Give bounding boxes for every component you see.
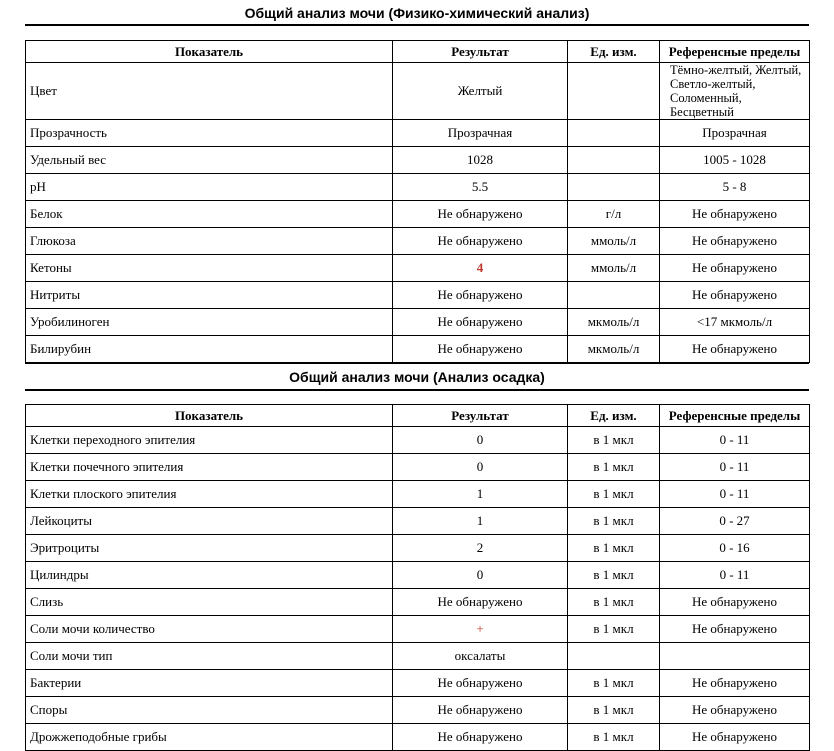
row-name: Соли мочи тип	[26, 643, 393, 670]
row-name: Лейкоциты	[26, 508, 393, 535]
row-unit: в 1 мкл	[568, 724, 660, 751]
row-reference: Тёмно-желтый, Желтый, Светло-желтый, Соломенный, Бесцветный	[660, 63, 810, 120]
row-name: Клетки почечного эпителия	[26, 454, 393, 481]
row-result: 0	[393, 427, 568, 454]
row-name: Споры	[26, 697, 393, 724]
row-unit: в 1 мкл	[568, 427, 660, 454]
table-row	[26, 670, 810, 697]
row-unit	[568, 643, 660, 670]
header-unit: Ед. изм.	[568, 405, 660, 427]
table-row	[26, 201, 810, 228]
row-name: Нитриты	[26, 282, 393, 309]
row-reference: Не обнаружено	[660, 670, 810, 697]
row-name: Цилиндры	[26, 562, 393, 589]
row-name: Клетки переходного эпителия	[26, 427, 393, 454]
row-name: Белок	[26, 201, 393, 228]
row-result: 5.5	[393, 174, 568, 201]
table-row	[26, 336, 810, 363]
row-name: Билирубин	[26, 336, 393, 363]
row-unit	[568, 282, 660, 309]
row-reference: 0 - 11	[660, 562, 810, 589]
row-unit: в 1 мкл	[568, 562, 660, 589]
row-unit: в 1 мкл	[568, 616, 660, 643]
table-row	[26, 589, 810, 616]
row-unit: в 1 мкл	[568, 535, 660, 562]
table-header-row	[26, 41, 810, 63]
table-row	[26, 643, 810, 670]
row-unit: в 1 мкл	[568, 454, 660, 481]
row-unit: ммоль/л	[568, 255, 660, 282]
table-row	[26, 282, 810, 309]
row-reference: 5 - 8	[660, 174, 810, 201]
row-reference: 1005 - 1028	[660, 147, 810, 174]
row-reference: 0 - 11	[660, 427, 810, 454]
row-result: Желтый	[393, 63, 568, 120]
row-reference	[660, 643, 810, 670]
table-row	[26, 562, 810, 589]
row-unit: в 1 мкл	[568, 670, 660, 697]
row-result: Прозрачная	[393, 120, 568, 147]
table-row	[26, 535, 810, 562]
row-reference: Не обнаружено	[660, 616, 810, 643]
row-result: 0	[393, 454, 568, 481]
row-result: 0	[393, 562, 568, 589]
row-result: 1028	[393, 147, 568, 174]
row-result: Не обнаружено	[393, 309, 568, 336]
row-unit: ммоль/л	[568, 228, 660, 255]
table-row	[26, 427, 810, 454]
row-reference: Не обнаружено	[660, 228, 810, 255]
section1-rule	[25, 24, 809, 26]
row-result: Не обнаружено	[393, 589, 568, 616]
section2-rule-bottom	[25, 389, 809, 391]
row-result: 1	[393, 481, 568, 508]
row-reference: Не обнаружено	[660, 255, 810, 282]
section2-rule	[25, 362, 809, 364]
header-reference: Референсные пределы	[660, 41, 810, 63]
row-result: Не обнаружено	[393, 697, 568, 724]
row-name: Эритроциты	[26, 535, 393, 562]
row-result: Не обнаружено	[393, 724, 568, 751]
row-unit	[568, 147, 660, 174]
row-unit	[568, 174, 660, 201]
row-unit: мкмоль/л	[568, 336, 660, 363]
row-name: Кетоны	[26, 255, 393, 282]
row-reference: 0 - 16	[660, 535, 810, 562]
sediment-table	[25, 404, 810, 751]
row-unit: мкмоль/л	[568, 309, 660, 336]
row-name: pH	[26, 174, 393, 201]
table-row	[26, 508, 810, 535]
header-result: Результат	[393, 41, 568, 63]
row-unit: г/л	[568, 201, 660, 228]
section2-title: Общий анализ мочи (Анализ осадка)	[289, 369, 545, 385]
table-row	[26, 616, 810, 643]
row-name: Удельный вес	[26, 147, 393, 174]
table-row	[26, 228, 810, 255]
row-result: оксалаты	[393, 643, 568, 670]
table-row	[26, 255, 810, 282]
row-reference: Не обнаружено	[660, 589, 810, 616]
row-result: 1	[393, 508, 568, 535]
row-unit	[568, 120, 660, 147]
row-reference: Не обнаружено	[660, 336, 810, 363]
table-row	[26, 120, 810, 147]
row-result: Не обнаружено	[393, 201, 568, 228]
section1-title: Общий анализ мочи (Физико-химический анализ)	[244, 5, 590, 21]
row-result: Не обнаружено	[393, 282, 568, 309]
row-name: Прозрачность	[26, 120, 393, 147]
table-header-row	[26, 405, 810, 427]
row-reference: 0 - 11	[660, 454, 810, 481]
row-unit	[568, 63, 660, 120]
row-reference: 0 - 11	[660, 481, 810, 508]
row-name: Цвет	[26, 63, 393, 120]
row-result: 2	[393, 535, 568, 562]
row-name: Дрожжеподобные грибы	[26, 724, 393, 751]
row-reference: Не обнаружено	[660, 282, 810, 309]
header-parameter: Показатель	[26, 41, 393, 63]
table-row	[26, 697, 810, 724]
table-row	[26, 309, 810, 336]
row-name: Соли мочи количество	[26, 616, 393, 643]
row-reference: Не обнаружено	[660, 724, 810, 751]
row-name: Глюкоза	[26, 228, 393, 255]
row-result-flagged: 4	[393, 255, 568, 282]
header-result: Результат	[393, 405, 568, 427]
row-unit: в 1 мкл	[568, 697, 660, 724]
row-unit: в 1 мкл	[568, 481, 660, 508]
row-reference: <17 мкмоль/л	[660, 309, 810, 336]
table-row	[26, 454, 810, 481]
row-result: Не обнаружено	[393, 670, 568, 697]
row-result: Не обнаружено	[393, 336, 568, 363]
table-row	[26, 63, 810, 120]
row-result-flagged: +	[393, 616, 568, 643]
header-reference: Референсные пределы	[660, 405, 810, 427]
row-unit: в 1 мкл	[568, 508, 660, 535]
row-unit: в 1 мкл	[568, 589, 660, 616]
row-result: Не обнаружено	[393, 228, 568, 255]
table-row	[26, 481, 810, 508]
physchem-table	[25, 40, 810, 363]
row-reference: Не обнаружено	[660, 697, 810, 724]
row-reference: Прозрачная	[660, 120, 810, 147]
row-name: Уробилиноген	[26, 309, 393, 336]
table-row	[26, 174, 810, 201]
table-row	[26, 147, 810, 174]
row-reference: 0 - 27	[660, 508, 810, 535]
row-name: Клетки плоского эпителия	[26, 481, 393, 508]
row-name: Слизь	[26, 589, 393, 616]
row-reference: Не обнаружено	[660, 201, 810, 228]
header-unit: Ед. изм.	[568, 41, 660, 63]
row-name: Бактерии	[26, 670, 393, 697]
table-row	[26, 724, 810, 751]
header-parameter: Показатель	[26, 405, 393, 427]
